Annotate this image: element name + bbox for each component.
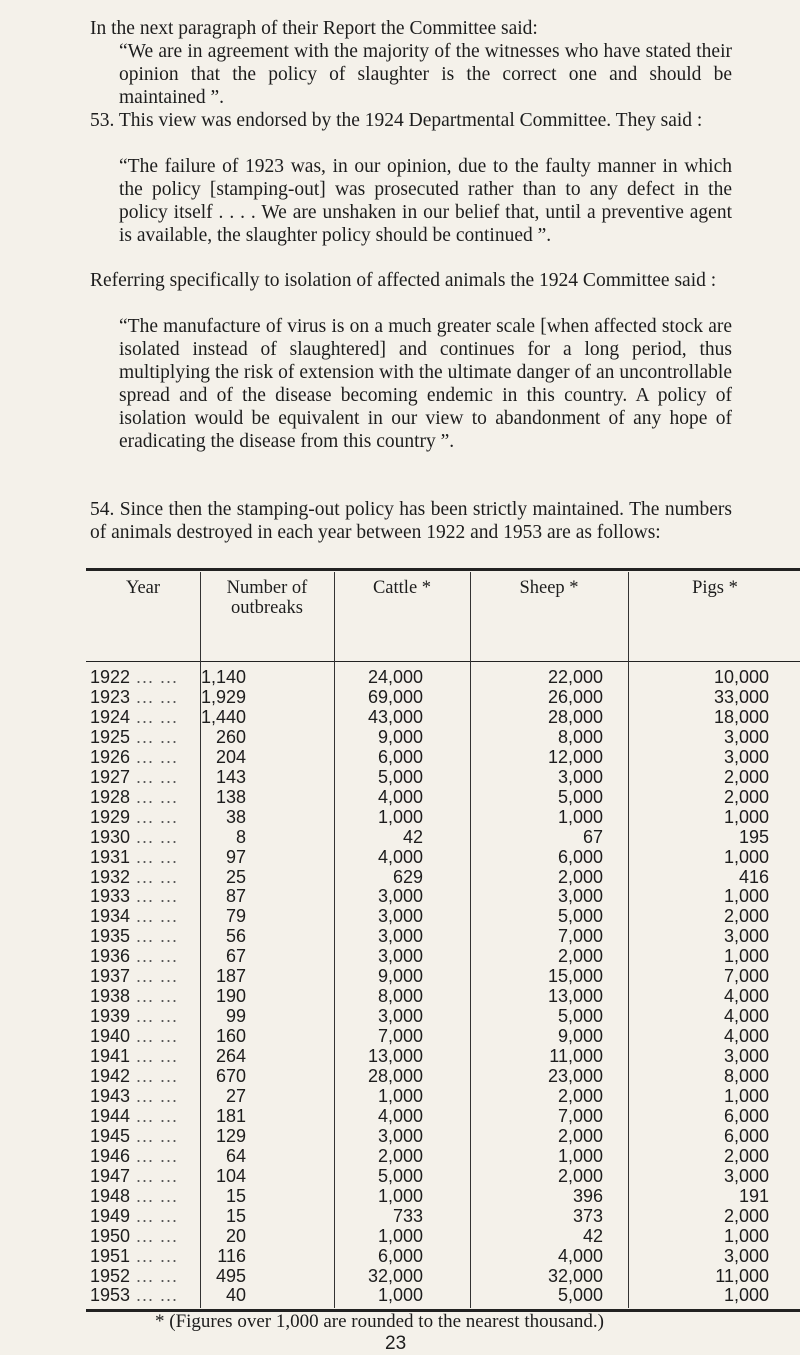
table-cell-year	[90, 1284, 200, 1306]
table-cell-year	[90, 1065, 200, 1087]
leader-dots: ... ...	[136, 906, 179, 927]
table-cell-pigs: 33,000	[713, 686, 769, 707]
table-cell-sheep: 42	[582, 1225, 603, 1246]
leader-dots: ... ...	[136, 1285, 179, 1306]
table-cell-pigs: 1,000	[723, 1285, 769, 1306]
table-cell-cattle: 2,000	[377, 1145, 423, 1166]
table-cell-year	[90, 1145, 200, 1167]
table-cell-cattle: 3,000	[377, 926, 423, 947]
table-cell-sheep: 22,000	[547, 667, 603, 687]
leader-dots: ... ...	[136, 926, 179, 947]
table-cell-outbreaks: 56	[225, 926, 246, 947]
table-cell-cattle: 3,000	[377, 906, 423, 927]
table-cell-sheep: 3,000	[557, 766, 603, 787]
leader-dots: ... ...	[136, 706, 179, 727]
table-cell-sheep: 3,000	[557, 886, 603, 907]
year-value: 1947	[90, 1165, 131, 1186]
table-cell-outbreaks: 160	[215, 1026, 246, 1047]
table-cell-pigs: 1,000	[723, 946, 769, 967]
year-value: 1946	[90, 1145, 131, 1166]
table-cell-year	[90, 1025, 200, 1047]
table-cell-cattle: 4,000	[377, 1105, 423, 1126]
table-cell-year	[90, 666, 200, 688]
table-cell-year	[90, 1245, 200, 1267]
table-cell-outbreaks: 40	[225, 1285, 246, 1306]
table-cell-sheep: 9,000	[557, 1026, 603, 1047]
leader-dots: ... ...	[136, 1066, 179, 1086]
leader-dots: ... ...	[136, 686, 179, 707]
table-cell-cattle: 24,000	[367, 667, 423, 687]
leader-dots: ... ...	[136, 1225, 179, 1246]
table-cell-pigs: 195	[738, 826, 769, 847]
table-cell-pigs: 2,000	[723, 786, 769, 807]
leader-dots: ... ...	[136, 667, 179, 687]
table-cell-sheep: 67	[582, 826, 603, 847]
leader-dots: ... ...	[136, 746, 179, 767]
table-cell-cattle: 9,000	[377, 966, 423, 987]
year-value: 1924	[90, 706, 131, 727]
table-cell-cattle: 3,000	[377, 946, 423, 967]
column-divider	[334, 572, 335, 1308]
table-cell-outbreaks: 204	[215, 746, 246, 767]
table-cell-pigs: 6,000	[723, 1125, 769, 1146]
year-value: 1945	[90, 1125, 131, 1146]
table-cell-pigs: 2,000	[723, 766, 769, 787]
table-cell-pigs: 8,000	[723, 1066, 769, 1086]
table-cell-outbreaks: 143	[215, 766, 246, 787]
table-cell-outbreaks: 87	[225, 886, 246, 907]
table-cell-pigs: 1,000	[723, 886, 769, 907]
table-cell-outbreaks: 264	[215, 1046, 246, 1067]
table-cell-outbreaks: 99	[225, 1006, 246, 1027]
leader-dots: ... ...	[136, 1006, 179, 1027]
table-cell-outbreaks: 79	[225, 906, 246, 927]
year-value: 1923	[90, 686, 131, 707]
leader-dots: ... ...	[136, 806, 179, 827]
table-cell-pigs: 10,000	[713, 667, 769, 687]
table-cell-year	[90, 806, 200, 828]
table-cell-year	[90, 885, 200, 907]
table-cell-outbreaks: 1,929	[200, 686, 246, 707]
year-value: 1936	[90, 946, 131, 967]
table-cell-outbreaks: 20	[225, 1225, 246, 1246]
table-cell-pigs: 2,000	[723, 1205, 769, 1226]
table-cell-outbreaks: 187	[215, 966, 246, 987]
table-cell-sheep: 7,000	[557, 1105, 603, 1126]
leader-dots: ... ...	[136, 726, 179, 747]
table-cell-sheep: 5,000	[557, 786, 603, 807]
leader-dots: ... ...	[136, 1265, 179, 1286]
table-cell-pigs: 3,000	[723, 1245, 769, 1266]
animals-destroyed-table	[86, 568, 800, 1311]
year-value: 1931	[90, 846, 131, 867]
table-cell-year	[90, 866, 200, 888]
table-cell-year	[90, 846, 200, 868]
table-cell-cattle: 5,000	[377, 1165, 423, 1186]
year-value: 1938	[90, 986, 131, 1007]
leader-dots: ... ...	[136, 1245, 179, 1266]
table-cell-year	[90, 985, 200, 1007]
header-cattle: Cattle *	[372, 578, 432, 598]
table-cell-outbreaks: 8	[235, 826, 246, 847]
year-value: 1932	[90, 866, 131, 887]
table-cell-cattle: 42	[402, 826, 423, 847]
table-cell-outbreaks: 190	[215, 986, 246, 1007]
table-cell-sheep: 26,000	[547, 686, 603, 707]
table-cell-sheep: 1,000	[557, 806, 603, 827]
table-cell-cattle: 3,000	[377, 886, 423, 907]
year-value: 1940	[90, 1026, 131, 1047]
table-cell-cattle: 733	[392, 1205, 423, 1226]
paragraph-54: 54. Since then the stamping-out policy has been strictly maintained. The numbers of animals destroyed in each year between 1922 and 1953 are as follows:	[90, 499, 732, 543]
leader-dots: ... ...	[136, 826, 179, 847]
table-cell-sheep: 396	[572, 1185, 603, 1206]
intro-paragraph: In the next paragraph of their Report the Committee said:	[90, 18, 538, 39]
year-value: 1933	[90, 886, 131, 907]
table-cell-cattle: 32,000	[367, 1265, 423, 1286]
table-cell-sheep: 13,000	[547, 986, 603, 1007]
table-cell-cattle: 4,000	[377, 786, 423, 807]
leader-dots: ... ...	[136, 986, 179, 1007]
table-cell-outbreaks: 138	[215, 786, 246, 807]
table-cell-outbreaks: 38	[225, 806, 246, 827]
table-cell-outbreaks: 64	[225, 1145, 246, 1166]
table-cell-year	[90, 686, 200, 708]
table-cell-pigs: 18,000	[713, 706, 769, 727]
table-cell-year	[90, 1045, 200, 1067]
year-value: 1950	[90, 1225, 131, 1246]
table-cell-year	[90, 1205, 200, 1227]
table-cell-sheep: 2,000	[557, 1085, 603, 1106]
table-cell-year	[90, 1105, 200, 1127]
table-cell-pigs: 4,000	[723, 1006, 769, 1027]
header-sheep: Sheep *	[519, 578, 579, 598]
table-cell-year	[90, 786, 200, 808]
year-value: 1934	[90, 906, 131, 927]
table-cell-pigs: 2,000	[723, 906, 769, 927]
table-cell-outbreaks: 67	[225, 946, 246, 967]
leader-dots: ... ...	[136, 966, 179, 987]
table-cell-cattle: 9,000	[377, 726, 423, 747]
table-cell-year	[90, 1225, 200, 1247]
table-cell-pigs: 3,000	[723, 746, 769, 767]
table-cell-year	[90, 1085, 200, 1107]
table-cell-cattle: 13,000	[367, 1046, 423, 1067]
table-cell-year	[90, 706, 200, 728]
table-cell-year	[90, 1185, 200, 1207]
table-cell-cattle: 1,000	[377, 1285, 423, 1306]
leader-dots: ... ...	[136, 866, 179, 887]
table-cell-outbreaks: 1,440	[200, 706, 246, 727]
table-cell-sheep: 12,000	[547, 746, 603, 767]
year-value: 1937	[90, 966, 131, 987]
table-top-rule	[86, 568, 800, 571]
table-cell-cattle: 3,000	[377, 1006, 423, 1027]
table-cell-sheep: 15,000	[547, 966, 603, 987]
leader-dots: ... ...	[136, 946, 179, 967]
table-cell-pigs: 3,000	[723, 926, 769, 947]
leader-dots: ... ...	[136, 1026, 179, 1047]
quote-committee: “We are in agreement with the majority of the witnesses who have stated their opinion that the policy of slaughter is the correct one and should be maintained ”.	[119, 41, 732, 108]
table-cell-sheep: 2,000	[557, 946, 603, 967]
leader-dots: ... ...	[136, 786, 179, 807]
table-cell-pigs: 191	[738, 1185, 769, 1206]
leader-dots: ... ...	[136, 846, 179, 867]
table-cell-cattle: 1,000	[377, 806, 423, 827]
year-value: 1935	[90, 926, 131, 947]
year-value: 1925	[90, 726, 131, 747]
leader-dots: ... ...	[136, 1105, 179, 1126]
leader-dots: ... ...	[136, 886, 179, 907]
table-cell-outbreaks: 129	[215, 1125, 246, 1146]
table-cell-sheep: 23,000	[547, 1066, 603, 1086]
table-cell-cattle: 1,000	[377, 1225, 423, 1246]
leader-dots: ... ...	[136, 766, 179, 787]
table-cell-pigs: 11,000	[715, 1265, 769, 1286]
header-rule	[86, 661, 800, 662]
year-value: 1928	[90, 786, 131, 807]
quote-1924-committee: “The failure of 1923 was, in our opinion, due to the faulty manner in which the policy [stamping-out] was prosecuted rather than to any defect in the policy itself . . . . We are unshaken in our belief that, until a preventive agent is available, the slaughter policy should be continued ”.	[119, 156, 732, 246]
table-cell-pigs: 1,000	[723, 806, 769, 827]
table-cell-pigs: 3,000	[723, 1165, 769, 1186]
table-cell-cattle: 43,000	[367, 706, 423, 727]
header-year: Year	[125, 578, 161, 598]
column-divider	[628, 572, 629, 1308]
table-cell-cattle: 1,000	[377, 1185, 423, 1206]
year-value: 1953	[90, 1285, 131, 1306]
leader-dots: ... ...	[136, 1185, 179, 1206]
table-cell-outbreaks: 1,140	[200, 667, 246, 687]
table-cell-outbreaks: 181	[215, 1105, 246, 1126]
table-cell-year	[90, 965, 200, 987]
table-cell-cattle: 629	[392, 866, 423, 887]
table-cell-outbreaks: 104	[215, 1165, 246, 1186]
year-value: 1943	[90, 1085, 131, 1106]
table-cell-outbreaks: 15	[225, 1205, 246, 1226]
year-value: 1930	[90, 826, 131, 847]
table-cell-sheep: 11,000	[549, 1046, 603, 1067]
leader-dots: ... ...	[136, 1205, 179, 1226]
table-cell-cattle: 4,000	[377, 846, 423, 867]
year-value: 1949	[90, 1205, 131, 1226]
year-value: 1948	[90, 1185, 131, 1206]
table-cell-year	[90, 1165, 200, 1187]
year-value: 1944	[90, 1105, 131, 1126]
table-cell-pigs: 6,000	[723, 1105, 769, 1126]
table-cell-cattle: 69,000	[367, 686, 423, 707]
table-cell-year	[90, 925, 200, 947]
table-cell-year	[90, 726, 200, 748]
table-cell-cattle: 28,000	[367, 1066, 423, 1086]
table-cell-pigs: 3,000	[723, 726, 769, 747]
table-cell-outbreaks: 27	[225, 1085, 246, 1106]
year-value: 1942	[90, 1066, 131, 1086]
table-cell-cattle: 6,000	[377, 1245, 423, 1266]
year-value: 1927	[90, 766, 131, 787]
table-cell-outbreaks: 670	[215, 1066, 246, 1086]
leader-dots: ... ...	[136, 1125, 179, 1146]
table-footnote: * (Figures over 1,000 are rounded to the nearest thousand.)	[155, 1311, 605, 1332]
table-cell-outbreaks: 116	[217, 1245, 246, 1266]
table-cell-sheep: 5,000	[557, 1006, 603, 1027]
table-cell-sheep: 7,000	[557, 926, 603, 947]
page-number: 23	[385, 1333, 407, 1354]
table-cell-cattle: 1,000	[377, 1085, 423, 1106]
table-cell-year	[90, 766, 200, 788]
column-divider	[470, 572, 471, 1308]
table-cell-sheep: 4,000	[557, 1245, 603, 1266]
table-cell-sheep: 5,000	[557, 1285, 603, 1306]
table-cell-sheep: 2,000	[557, 866, 603, 887]
table-cell-cattle: 8,000	[377, 986, 423, 1007]
table-cell-cattle: 7,000	[377, 1026, 423, 1047]
paragraph-isolation: Referring specifically to isolation of affected animals the 1924 Committee said :	[90, 270, 717, 291]
year-value: 1951	[90, 1245, 131, 1266]
year-value: 1922	[90, 667, 131, 687]
table-cell-pigs: 1,000	[723, 1225, 769, 1246]
table-cell-pigs: 1,000	[723, 1085, 769, 1106]
table-cell-cattle: 6,000	[377, 746, 423, 767]
table-cell-sheep: 1,000	[557, 1145, 603, 1166]
leader-dots: ... ...	[136, 1085, 179, 1106]
year-value: 1939	[90, 1006, 131, 1027]
table-cell-cattle: 5,000	[377, 766, 423, 787]
table-cell-outbreaks: 495	[215, 1265, 246, 1286]
quote-isolation: “The manufacture of virus is on a much greater scale [when affected stock are isolated instead of slaughtered] and continues for a long period, thus multiplying the risk of extension with the ultimate danger of an uncontrollable spread and of the disease becoming endemic in this country. A policy of isolation would be equivalent in our view to abandonment of any hope of eradicating the disease from this country ”.	[119, 316, 732, 452]
table-cell-pigs: 3,000	[723, 1046, 769, 1067]
paragraph-53: 53. This view was endorsed by the 1924 Departmental Committee. They said :	[90, 110, 703, 131]
table-cell-year	[90, 1265, 200, 1287]
table-cell-year	[90, 905, 200, 927]
leader-dots: ... ...	[136, 1165, 179, 1186]
table-cell-year	[90, 1125, 200, 1147]
table-cell-sheep: 6,000	[557, 846, 603, 867]
table-cell-year	[90, 826, 200, 848]
table-cell-outbreaks: 25	[225, 866, 246, 887]
header-outbreaks: Number of outbreaks	[226, 578, 308, 618]
year-value: 1926	[90, 746, 131, 767]
leader-dots: ... ...	[136, 1145, 179, 1166]
year-value: 1952	[90, 1265, 131, 1286]
table-cell-outbreaks: 260	[215, 726, 246, 747]
table-cell-pigs: 4,000	[723, 1026, 769, 1047]
table-cell-sheep: 5,000	[557, 906, 603, 927]
leader-dots: ... ...	[136, 1046, 179, 1067]
table-cell-year	[90, 945, 200, 967]
table-cell-outbreaks: 15	[225, 1185, 246, 1206]
table-cell-pigs: 4,000	[723, 986, 769, 1007]
table-cell-sheep: 28,000	[547, 706, 603, 727]
table-cell-pigs: 1,000	[723, 846, 769, 867]
table-cell-sheep: 2,000	[557, 1165, 603, 1186]
table-cell-pigs: 416	[738, 866, 769, 887]
table-cell-sheep: 2,000	[557, 1125, 603, 1146]
year-value: 1929	[90, 806, 131, 827]
table-cell-sheep: 8,000	[557, 726, 603, 747]
table-cell-sheep: 32,000	[547, 1265, 603, 1286]
table-cell-pigs: 7,000	[723, 966, 769, 987]
year-value: 1941	[90, 1046, 131, 1067]
table-cell-sheep: 373	[572, 1205, 603, 1226]
table-cell-year	[90, 1005, 200, 1027]
table-cell-outbreaks: 97	[225, 846, 246, 867]
table-cell-cattle: 3,000	[377, 1125, 423, 1146]
table-cell-pigs: 2,000	[723, 1145, 769, 1166]
header-pigs: Pigs *	[692, 578, 738, 598]
table-cell-year	[90, 746, 200, 768]
